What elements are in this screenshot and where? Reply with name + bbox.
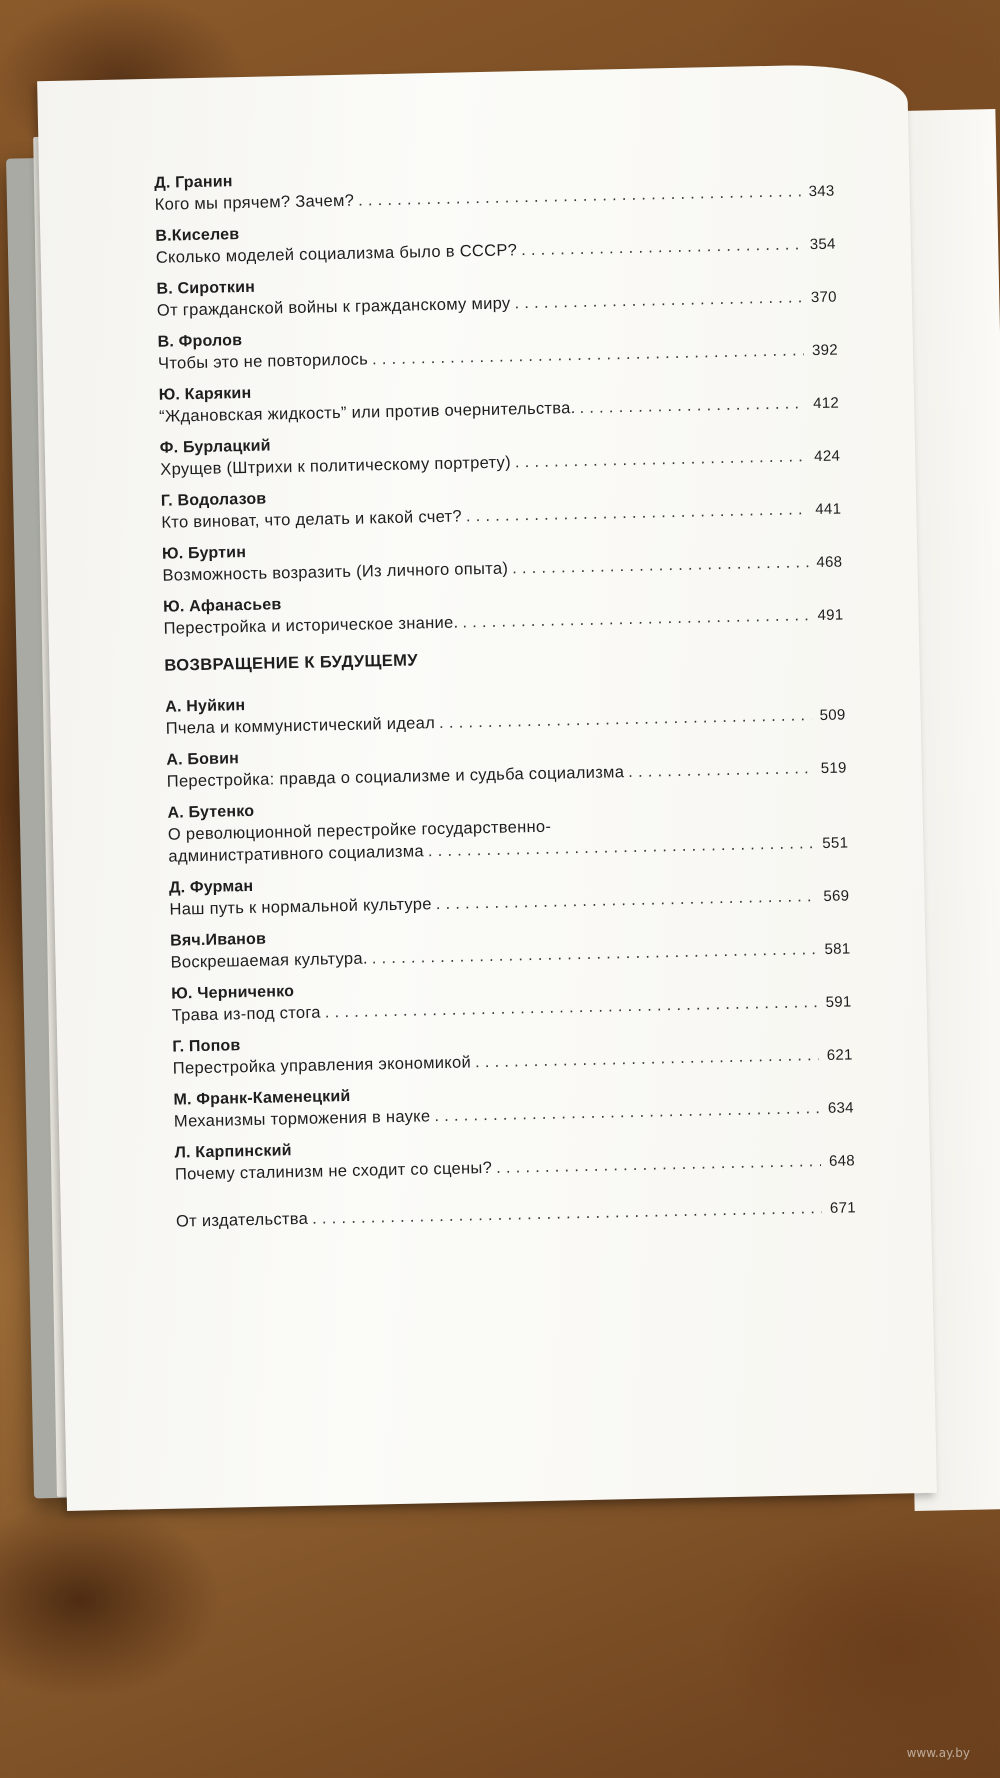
toc-entry bbox=[156, 266, 837, 323]
entry-author: Вяч.Иванов bbox=[169, 930, 267, 950]
entry-author: Л. Карпинский bbox=[174, 1142, 292, 1162]
toc-entry bbox=[161, 478, 842, 535]
entry-author: Ю. Черниченко bbox=[171, 983, 295, 1003]
toc-entry bbox=[157, 319, 838, 376]
toc-entry bbox=[170, 917, 851, 974]
toc-entry bbox=[169, 864, 850, 921]
leader-dots bbox=[628, 757, 813, 783]
entry-author: В. Фролов bbox=[157, 332, 243, 351]
leader-dots bbox=[312, 1197, 822, 1230]
entry-title: От гражданской войны к гражданскому миру bbox=[156, 294, 511, 320]
entry-author: М. Франк-Каменецкий bbox=[173, 1087, 351, 1109]
entry-author: В. Сироткин bbox=[156, 278, 256, 298]
entry-page: 621 bbox=[826, 1046, 853, 1064]
toc-entry bbox=[162, 531, 843, 588]
entry-title: Трава из-под стога bbox=[171, 1003, 322, 1025]
leader-dots bbox=[579, 392, 805, 419]
book-page bbox=[37, 63, 937, 1511]
entry-page: 569 bbox=[823, 887, 850, 905]
entry-title: Перестройка: правда о социализме и судьба социализма bbox=[166, 763, 625, 791]
entry-title: Перестройка и историческое знание. bbox=[163, 613, 459, 638]
leader-dots bbox=[514, 286, 803, 314]
entry-page: 671 bbox=[829, 1199, 857, 1217]
entry-author: Ю. Афанасьев bbox=[162, 596, 282, 616]
entry-page: 392 bbox=[811, 341, 839, 360]
watermark: www.ay.by bbox=[906, 1746, 970, 1760]
entry-title: Сколько моделей социализма было в СССР? bbox=[155, 241, 518, 267]
toc-entry bbox=[172, 1023, 853, 1080]
entry-author: Г. Попов bbox=[172, 1037, 241, 1056]
entry-author: Д. Гранин bbox=[154, 173, 233, 192]
leader-dots bbox=[521, 233, 802, 261]
entry-author: Д. Фурман bbox=[168, 877, 254, 897]
toc-entry bbox=[159, 372, 840, 429]
entry-title-line1: О революционной перестройке государственно- bbox=[167, 817, 552, 844]
toc-entry bbox=[154, 160, 835, 217]
entry-author: А. Бовин bbox=[166, 750, 240, 769]
entry-page: 551 bbox=[822, 834, 849, 852]
toc-entry bbox=[166, 736, 847, 793]
entry-page: 441 bbox=[815, 500, 842, 519]
entry-title: Хрущев (Штрихи к политическому портрету) bbox=[160, 453, 512, 479]
toc-entry bbox=[173, 1076, 854, 1133]
entry-author: Ф. Бурлацкий bbox=[159, 437, 271, 457]
entry-title: Чтобы это не повторилось bbox=[157, 350, 369, 373]
entry-page: 343 bbox=[808, 182, 835, 201]
entry-page: 354 bbox=[809, 235, 836, 254]
entry-page: 424 bbox=[814, 447, 841, 466]
toc-entry bbox=[160, 425, 841, 482]
toc-entry-final bbox=[176, 1196, 856, 1233]
toc-entry bbox=[165, 683, 846, 740]
entry-page: 519 bbox=[820, 759, 847, 778]
entry-title: Почему сталинизм не сходит со сцены? bbox=[174, 1158, 493, 1184]
entry-title: “Ждановская жидкость” или против очернительства. bbox=[158, 399, 576, 426]
entry-author: Ю. Карякин bbox=[158, 384, 252, 404]
entry-page: 634 bbox=[827, 1099, 854, 1117]
entry-page: 412 bbox=[812, 394, 840, 413]
toc-entry bbox=[171, 970, 852, 1027]
entry-title: Механизмы торможения в науке bbox=[173, 1107, 431, 1131]
entry-page: 509 bbox=[819, 706, 846, 725]
entry-title: административного социализма bbox=[168, 842, 425, 866]
entry-page: 491 bbox=[817, 606, 844, 625]
leader-dots bbox=[515, 445, 807, 473]
section-heading: ВОЗВРАЩЕНИЕ К БУДУЩЕМУ bbox=[164, 651, 419, 675]
toc-entry bbox=[155, 213, 836, 270]
entry-page: 591 bbox=[825, 993, 852, 1011]
entry-author: А. Нуйкин bbox=[165, 697, 246, 716]
entry-page: 648 bbox=[828, 1152, 856, 1170]
entry-title: Возможность возразить (Из личного опыта) bbox=[162, 559, 509, 585]
entry-author: В.Киселев bbox=[155, 226, 240, 245]
entry-title: Пчела и коммунистический идеал bbox=[165, 714, 436, 738]
toc-entry bbox=[174, 1129, 855, 1186]
table-of-contents bbox=[154, 160, 856, 1244]
entry-title: Воскрешаемая культура. bbox=[170, 949, 368, 972]
entry-title: Кого мы прячем? Зачем? bbox=[154, 191, 355, 214]
entry-title: Перестройка управления экономикой bbox=[172, 1053, 472, 1078]
entry-author: А. Бутенко bbox=[167, 802, 255, 822]
entry-title: От издательства bbox=[175, 1209, 309, 1231]
entry-page: 468 bbox=[816, 553, 843, 572]
toc-entry bbox=[167, 789, 848, 868]
entry-page: 370 bbox=[810, 288, 837, 307]
entry-page: 581 bbox=[824, 940, 851, 958]
entry-author: Г. Водолазов bbox=[160, 490, 267, 510]
entry-author: Ю. Буртин bbox=[161, 543, 247, 563]
toc-entry bbox=[163, 584, 844, 641]
entry-title: Кто виноват, что делать и какой счет? bbox=[161, 507, 463, 532]
entry-title: Наш путь к нормальной культуре bbox=[169, 895, 432, 919]
